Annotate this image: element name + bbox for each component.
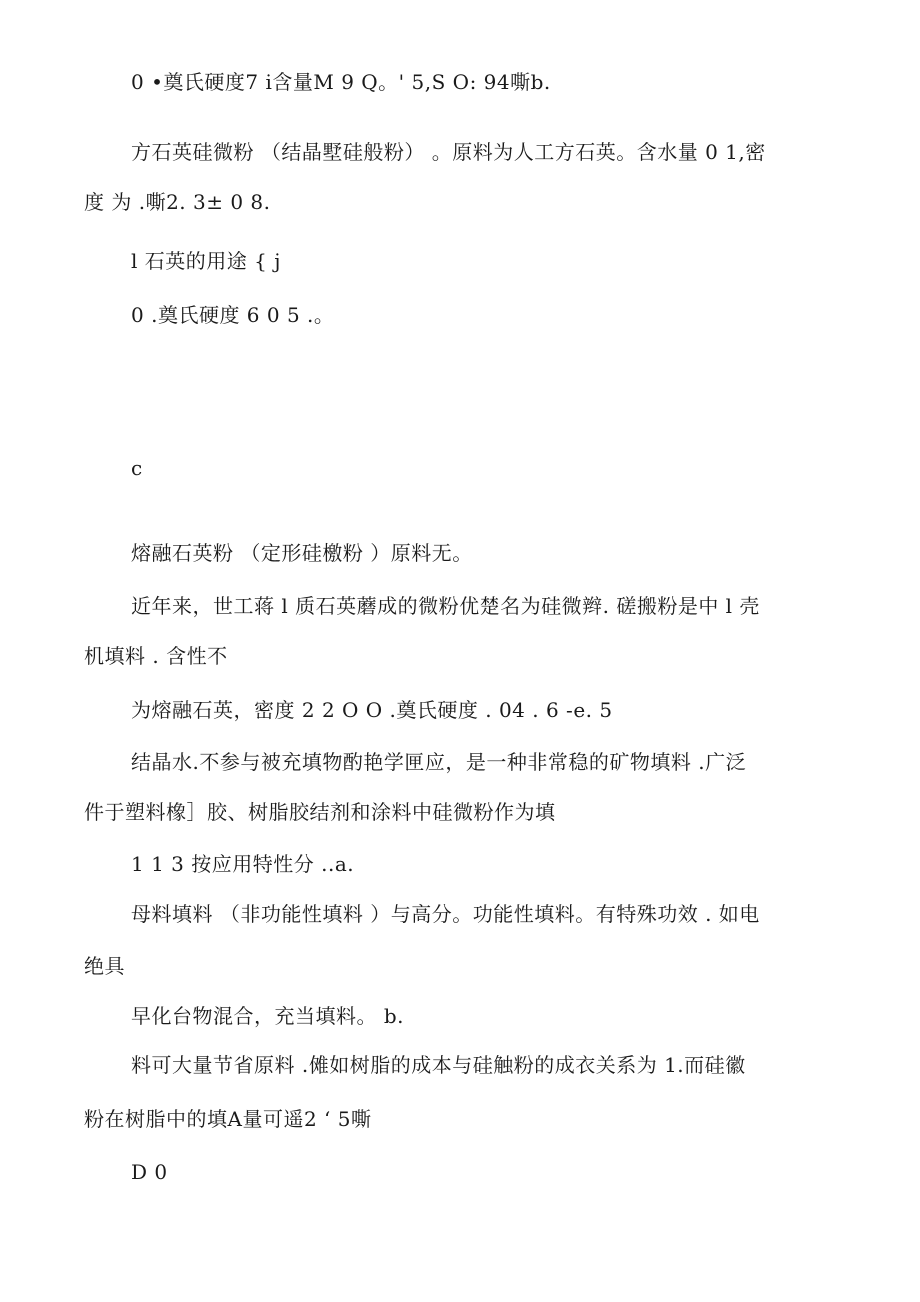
text-line: 1 1 3 按应用特性分 ..a. [131, 852, 355, 876]
text-line: 方石英硅微粉 （结晶墅硅般粉） 。原料为人工方石英。含水量 0 1,密 [131, 140, 766, 164]
text-line: 0 .奠氏硬度 6 0 5 .。 [131, 303, 335, 327]
text-line: 母料填料 （非功能性填料 ）与高分。功能性填料。有特殊功效 . 如电 [131, 902, 760, 926]
text-line: 为熔融石英，密度 2 2 O O .奠氏硬度 . 04 . 6 -e. 5 [131, 698, 613, 722]
text-line: c [131, 456, 143, 480]
text-line: 粉在树脂中的填A量可遥2 ‘ 5嘶 [84, 1107, 372, 1131]
text-line: l 石英的用途 { j [131, 249, 281, 273]
text-line: 料可大量节省原料 .傩如树脂的成本与硅触粉的成衣关系为 1.而硅徽 [131, 1053, 746, 1077]
text-line: D 0 [131, 1160, 168, 1184]
text-line: 机填料 . 含性不 [84, 644, 228, 668]
text-line: 件于塑料橡］胶、树脂胶结剂和涂料中硅微粉作为填 [84, 800, 556, 824]
text-line: 0 •奠氏硬度7 i含量M 9 Q。' 5,S O: 94嘶b. [131, 70, 551, 94]
text-line: 绝具 [84, 954, 125, 978]
text-line: 熔融石英粉 （定形硅檄粉 ）原料无。 [131, 541, 473, 565]
text-line: 早化台物混合，充当填料。 b. [131, 1004, 405, 1028]
text-line: 近年来，世工蒋 l 质石英蘑成的微粉优楚名为硅微辫. 磋搬粉是中 l 壳 [131, 594, 760, 618]
text-line: 结晶水.不参与被充填物酌艳学匣应，是一种非常稳的矿物填料 .广泛 [131, 750, 747, 774]
text-line: 度 为 .嘶2. 3± 0 8. [84, 190, 271, 214]
